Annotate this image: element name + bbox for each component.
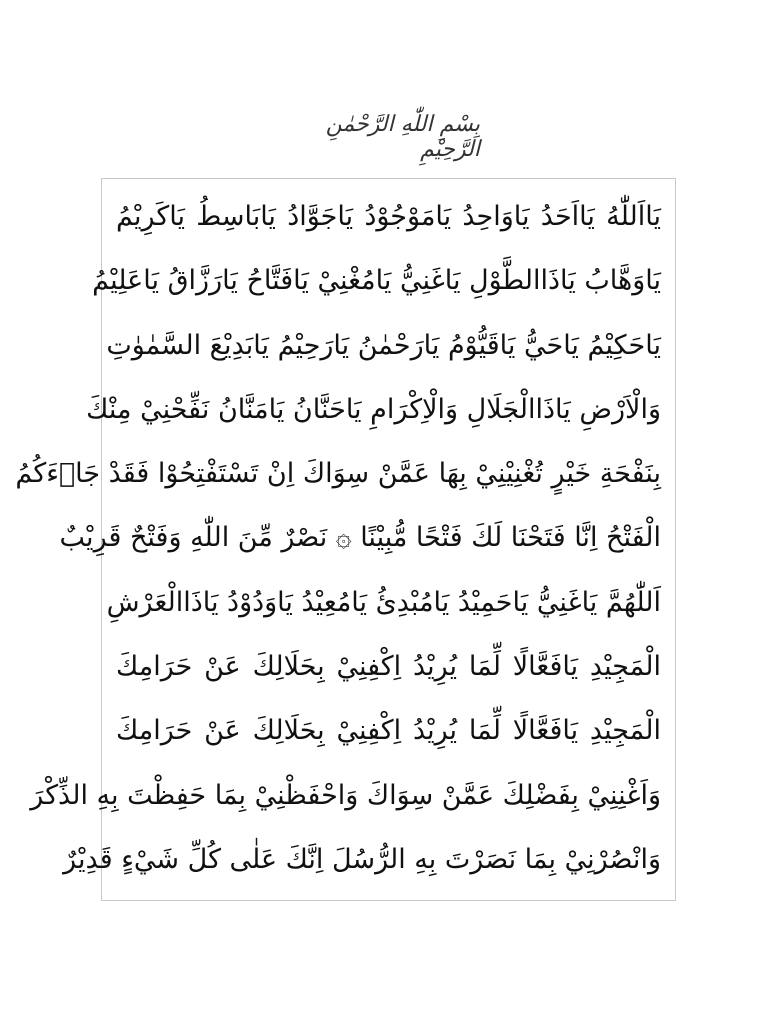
text-line-1: يَااَللّٰهُ يَااَحَدُ يَاوَاحِدُ يَامَوْجُوْدُ يَاجَوَّادُ يَابَاسِطُ يَاكَرِيْمُ [116,201,661,232]
text-line-11: وَانْصُرْنِيْ بِمَا نَصَرْتَ بِهِ الرُّسُلَ اِنَّكَ عَلٰى كُلِّ شَيْءٍ قَدِيْرٌ [63,843,661,875]
text-line-8: الْمَجِيْدِ يَافَعَّالًا لِّمَا يُرِيْدُ اِكْفِنِيْ بِحَلَالِكَ عَنْ حَرَامِكَ [116,651,661,683]
text-frame [15,178,676,901]
text-line-9: الْمَجِيْدِ يَافَعَّالًا لِّمَا يُرِيْدُ اِكْفِنِيْ بِحَلَالِكَ عَنْ حَرَامِكَ [116,715,661,747]
text-line-3: يَاحَكِيْمُ يَاحَيُّ يَاقَيُّوْمُ يَارَحْمٰنُ يَارَحِيْمُ يَابَدِيْعَ السَّمٰوٰتِ [106,329,661,361]
text-line-7: اَللّٰهُمَّ يَاغَنِيُّ يَاحَمِيْدُ يَامُبْدِئُ يَامُعِيْدُ يَاوَدُوْدُ يَاذَاالْعَرْشِ [106,586,661,618]
text-body [15,187,661,890]
bismillah-calligraphy: بِسْمِ اللّٰهِ الرَّحْمٰنِ الرَّحِيْمِ [325,112,480,162]
text-line-6: الْفَتْحُ اِنَّا فَتَحْنَا لَكَ فَتْحًا مُّبِيْنًا ۞ نَصْرٌ مِّنَ اللّٰهِ وَفَتْحٌ قَرِيْبٌ [59,522,661,554]
text-line-2: يَاوَهَّابُ يَاذَاالطَّوْلِ يَاغَنِيُّ يَامُغْنِيْ يَافَتَّاحُ يَارَزَّاقُ يَاعَلِيْمُ [92,265,661,297]
text-line-4: وَالْاَرْضِ يَاذَاالْجَلَالِ وَالْاِكْرَامِ يَاحَنَّانُ يَامَنَّانُ نَفِّحْنِيْ مِنْكَ [86,393,661,425]
text-line-5: بِنَفْحَةِ خَيْرٍ تُغْنِيْنِيْ بِهَا عَمَّنْ سِوَاكَ اِنْ تَسْتَفْتِحُوْا فَقَدْ جَاۤءَكُمُ [15,458,661,490]
text-line-10: وَاَغْنِنِيْ بِفَضْلِكَ عَمَّنْ سِوَاكَ وَاحْفَظْنِيْ بِمَا حَفِظْتَ بِهِ الذِّكْرَ [30,779,661,811]
